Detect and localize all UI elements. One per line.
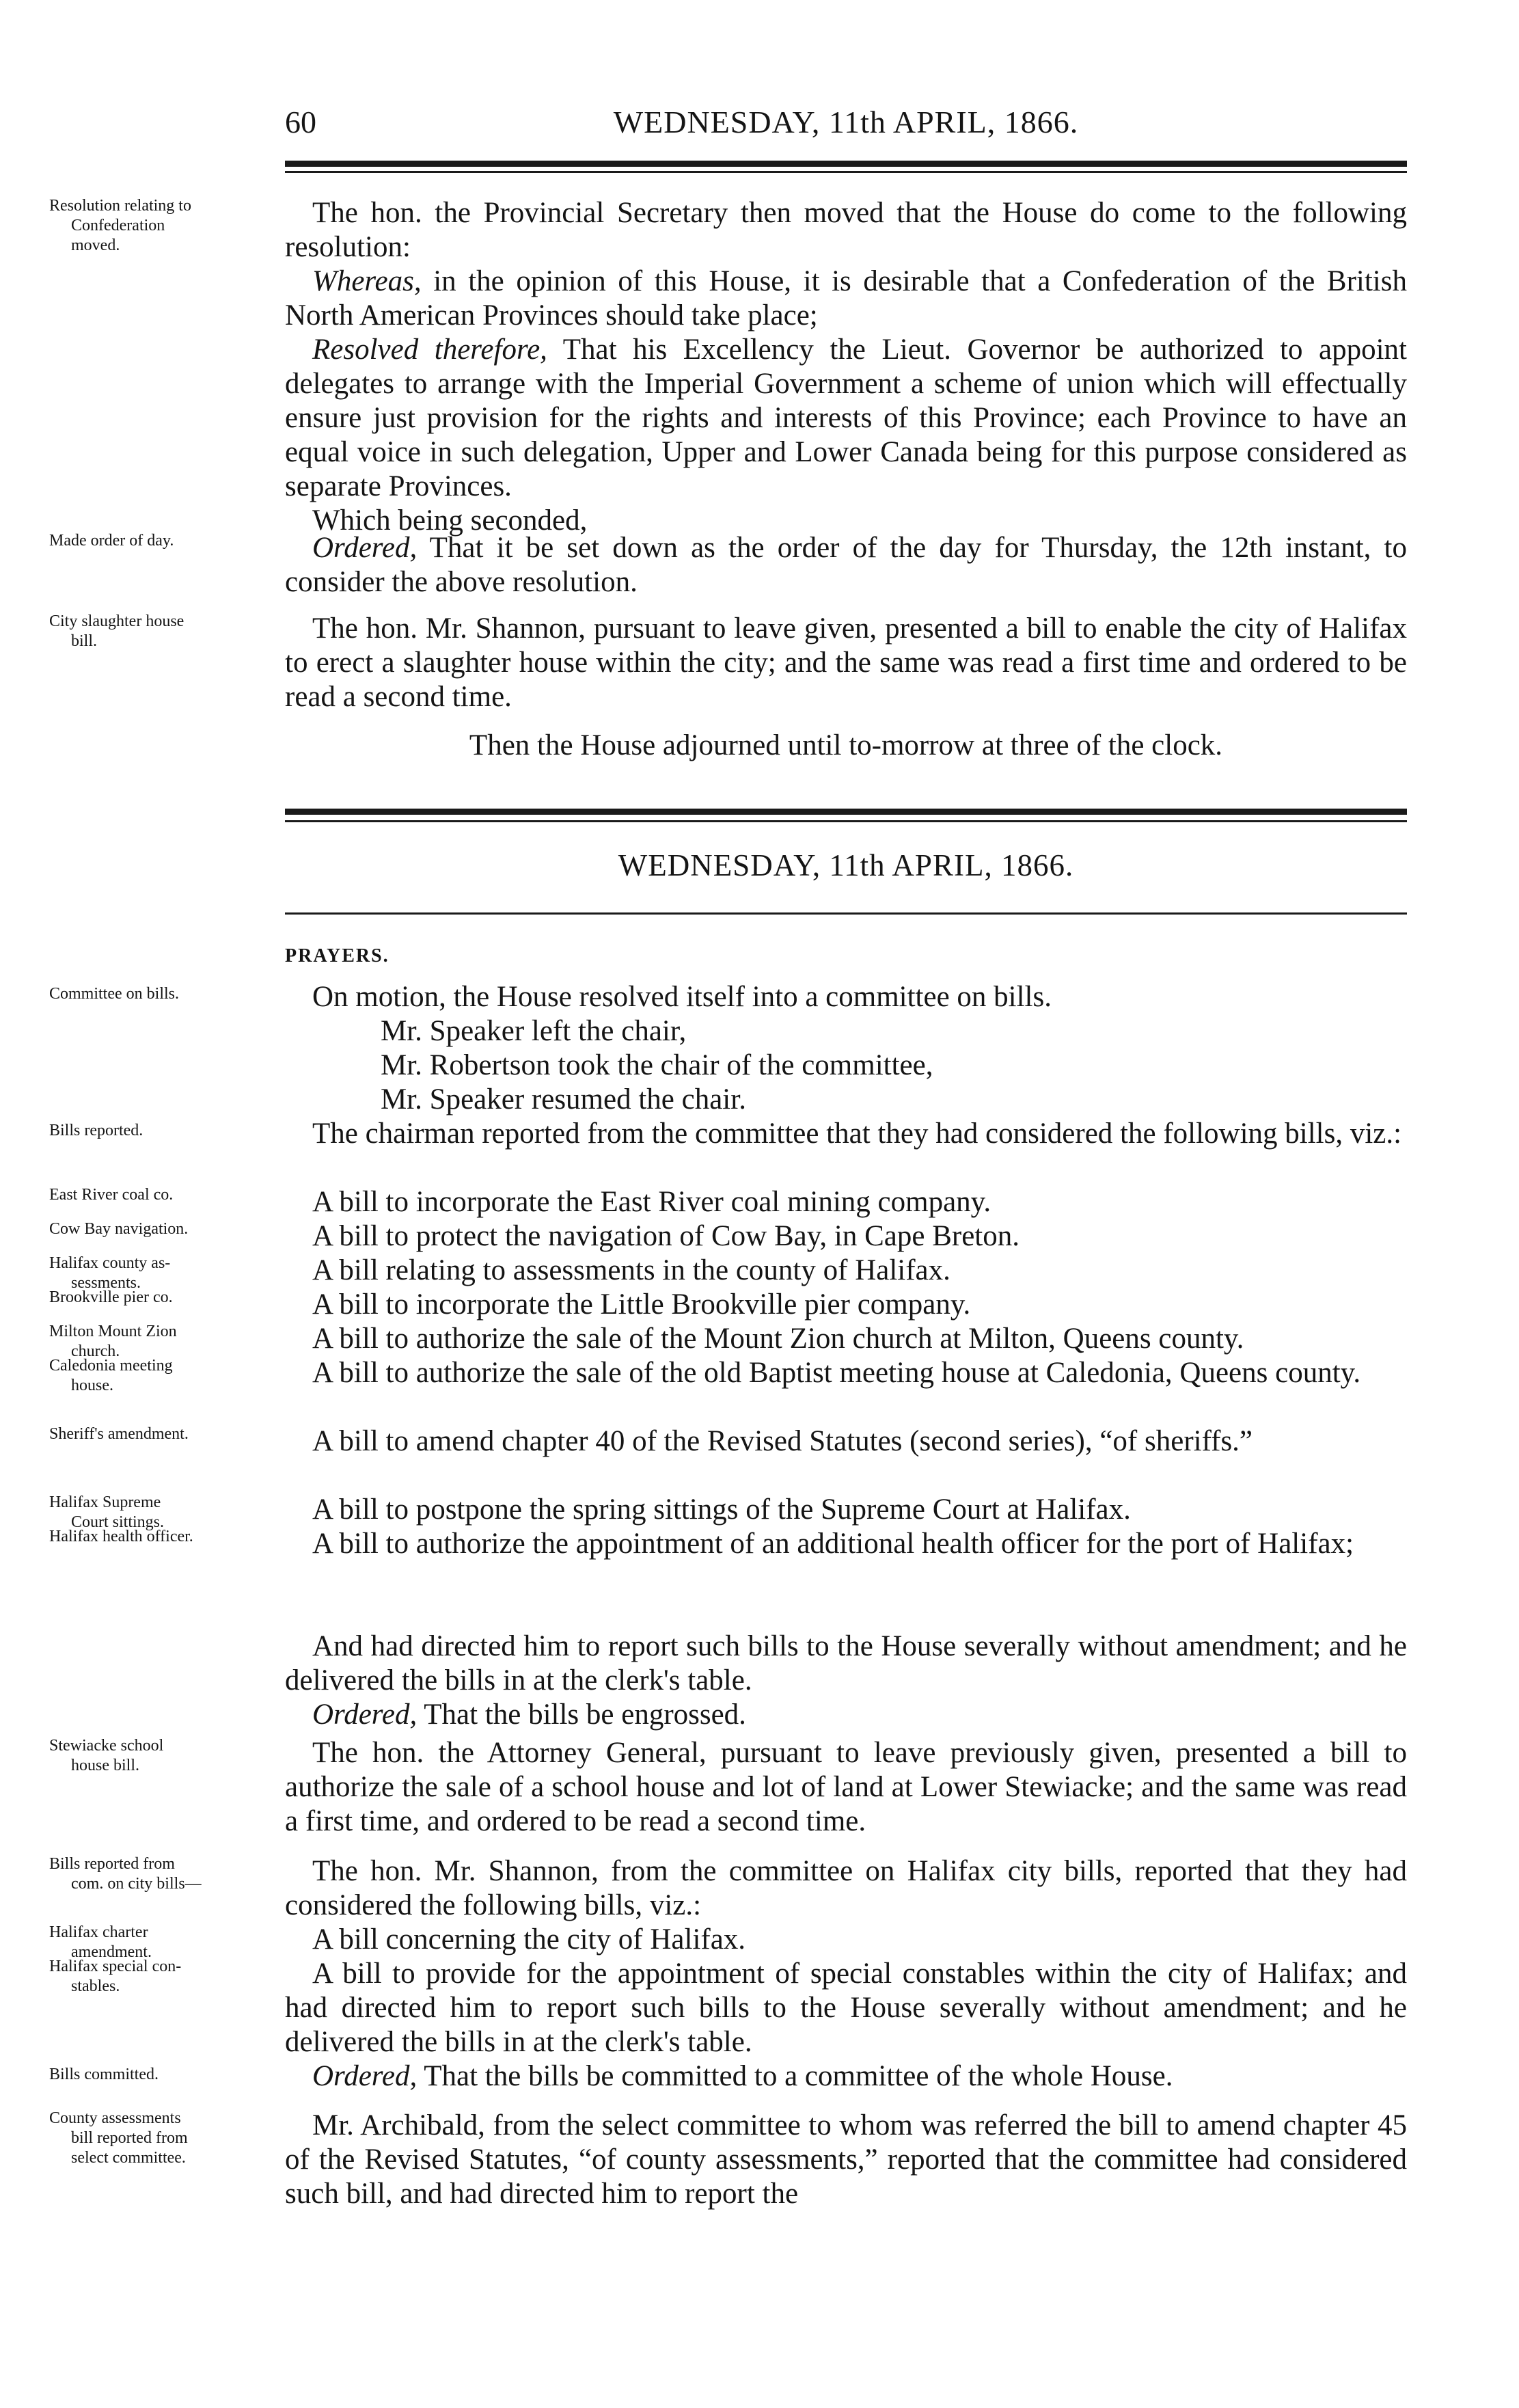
- robertson-line: Mr. Robertson took the chair of the committee,: [381, 1049, 933, 1081]
- margin-note-committee: Committee on bills.: [49, 985, 179, 1003]
- slaughter-text: [285, 612, 1407, 714]
- margin-note-constables: Halifax special con- stables.: [49, 1958, 182, 1995]
- city-bills-paragraph: The hon. Mr. Shannon, from the committee on Halifax city bills, reported that they had considered the following bills, viz.:: [285, 1855, 1407, 1921]
- heading-rule: [285, 912, 1407, 915]
- page-number: 60: [285, 105, 316, 139]
- margin-note-bill: Caledonia meeting house.: [49, 1357, 173, 1394]
- bill-text: A bill to incorporate the East River coal mining company.: [312, 1186, 991, 1218]
- section-heading: WEDNESDAY, 11th APRIL, 1866.: [618, 848, 1074, 882]
- margin-note-reported: Bills reported.: [49, 1122, 143, 1139]
- margin-note-resolution: Resolution relating to Confederation moved.: [49, 197, 191, 254]
- committed-line: Ordered, That the bills be committed to a committee of the whole House.: [312, 2060, 1173, 2092]
- prayers-label: PRAYERS.: [285, 945, 389, 966]
- on-motion-line: On motion, the House resolved itself into a committee on bills.: [312, 981, 1052, 1013]
- resolved-paragraph: Resolved therefore, That his Excellency the Lieut. Governor be authorized to appoint delegates to arrange with the Imperial Government a scheme of union which will effectually ensure just provision for the rights and interests of this Province; each Province to have an equal voice in such delegation, Upper and Lower Canada being for this purpose considered as separate Provinces.: [285, 334, 1407, 502]
- margin-note-bill: Cow Bay navigation.: [49, 1220, 189, 1238]
- bill-text: A bill to postpone the spring sittings of the Supreme Court at Halifax.: [312, 1493, 1131, 1526]
- margin-note-bill: Milton Mount Zion church.: [49, 1323, 177, 1360]
- header-rule-thick: [285, 161, 1407, 167]
- ordered-paragraph: Ordered, That it be set down as the order of the day for Thursday, the 12th instant, to consider the above resolution.: [285, 532, 1407, 598]
- archibald-paragraph: Mr. Archibald, from the select committee to whom was referred the bill to amend chapter 45 of the Revised Statutes, “of county assessments,” reported that the committee had considered such bill, and had directed him to report the: [285, 2109, 1407, 2210]
- margin-note-committed: Bills committed.: [49, 2066, 159, 2083]
- paragraph: The hon. the Provincial Secretary then moved that the House do come to the following resolution:: [285, 197, 1407, 263]
- margin-note-bill: East River coal co.: [49, 1186, 174, 1204]
- bill-text: A bill to amend chapter 40 of the Revised Statutes (second series), “of sheriffs.”: [312, 1425, 1253, 1457]
- margin-note-order: Made order of day.: [49, 532, 174, 550]
- order-text: [285, 531, 1407, 599]
- whereas-paragraph: Whereas, in the opinion of this House, it is desirable that a Confederation of the British North American Provinces should take place;: [285, 265, 1407, 332]
- section-rule-thick: [285, 809, 1407, 815]
- adjourned-line: Then the House adjourned until to-morrow at three of the clock.: [469, 729, 1223, 761]
- seconded-line: Which being seconded,: [312, 504, 588, 537]
- running-header: [285, 104, 1407, 148]
- bill-text: A bill to authorize the sale of the Mount Zion church at Milton, Queens county.: [312, 1323, 1244, 1355]
- margin-note-bill: Sheriff's amendment.: [49, 1425, 189, 1443]
- margin-note-bill: Halifax county as- sessments.: [49, 1254, 171, 1292]
- margin-note-bill: Halifax Supreme Court sittings.: [49, 1493, 165, 1531]
- margin-note-slaughter: City slaughter house bill.: [49, 612, 184, 650]
- page-title: WEDNESDAY, 11th APRIL, 1866.: [613, 105, 1079, 139]
- section-rule-thin: [285, 820, 1407, 822]
- bill-text: A bill to protect the navigation of Cow Bay, in Cape Breton.: [312, 1220, 1020, 1252]
- margin-note-bill: Halifax health officer.: [49, 1528, 193, 1545]
- stewiacke-paragraph: The hon. the Attorney General, pursuant to leave previously given, presented a bill to authorize the sale of a school house and lot of land at Lower Stewiacke; and the same was read a first time, and ordered to be read a second time.: [285, 1737, 1407, 1837]
- margin-note-city-bills: Bills reported from com. on city bills—: [49, 1855, 202, 1893]
- margin-note-charter: Halifax charter amendment.: [49, 1923, 152, 1961]
- margin-note-bill: Brookville pier co.: [49, 1288, 173, 1306]
- bill-text: A bill to authorize the appointment of an additional health officer for the port of Halifax;: [312, 1528, 1354, 1560]
- margin-note-county: County assessments bill reported from select committee.: [49, 2109, 188, 2167]
- speaker-left-line: Mr. Speaker left the chair,: [381, 1015, 687, 1047]
- header-rule-thin: [285, 171, 1407, 173]
- speaker-resumed-line: Mr. Speaker resumed the chair.: [381, 1083, 746, 1115]
- bill-text: A bill relating to assessments in the county of Halifax.: [312, 1254, 950, 1286]
- resolution-text: [285, 196, 1407, 538]
- directed-paragraph: And had directed him to report such bills to the House severally without amendment; and he delivered the bills in at the clerk's table.: [285, 1630, 1407, 1696]
- bill-text: A bill to authorize the sale of the old Baptist meeting house at Caledonia, Queens county.: [312, 1357, 1361, 1389]
- charter-line: A bill concerning the city of Halifax.: [312, 1923, 746, 1956]
- engrossed-line: Ordered, That the bills be engrossed.: [312, 1699, 746, 1731]
- constables-paragraph: A bill to provide for the appointment of special constables within the city of Halifax; and had directed him to report such bills to the House severally without amendment; and he delivered the bills in at the clerk's table.: [285, 1958, 1407, 2058]
- chairman-paragraph: The chairman reported from the committee that they had considered the following bills, viz.:: [312, 1118, 1402, 1150]
- paragraph: The hon. Mr. Shannon, pursuant to leave given, presented a bill to enable the city of Halifax to erect a slaughter house within the city; and the same was read a first time and ordered to be read a second time.: [285, 612, 1407, 713]
- margin-note-stewiacke: Stewiacke school house bill.: [49, 1737, 164, 1774]
- bill-text: A bill to incorporate the Little Brookville pier company.: [312, 1288, 971, 1321]
